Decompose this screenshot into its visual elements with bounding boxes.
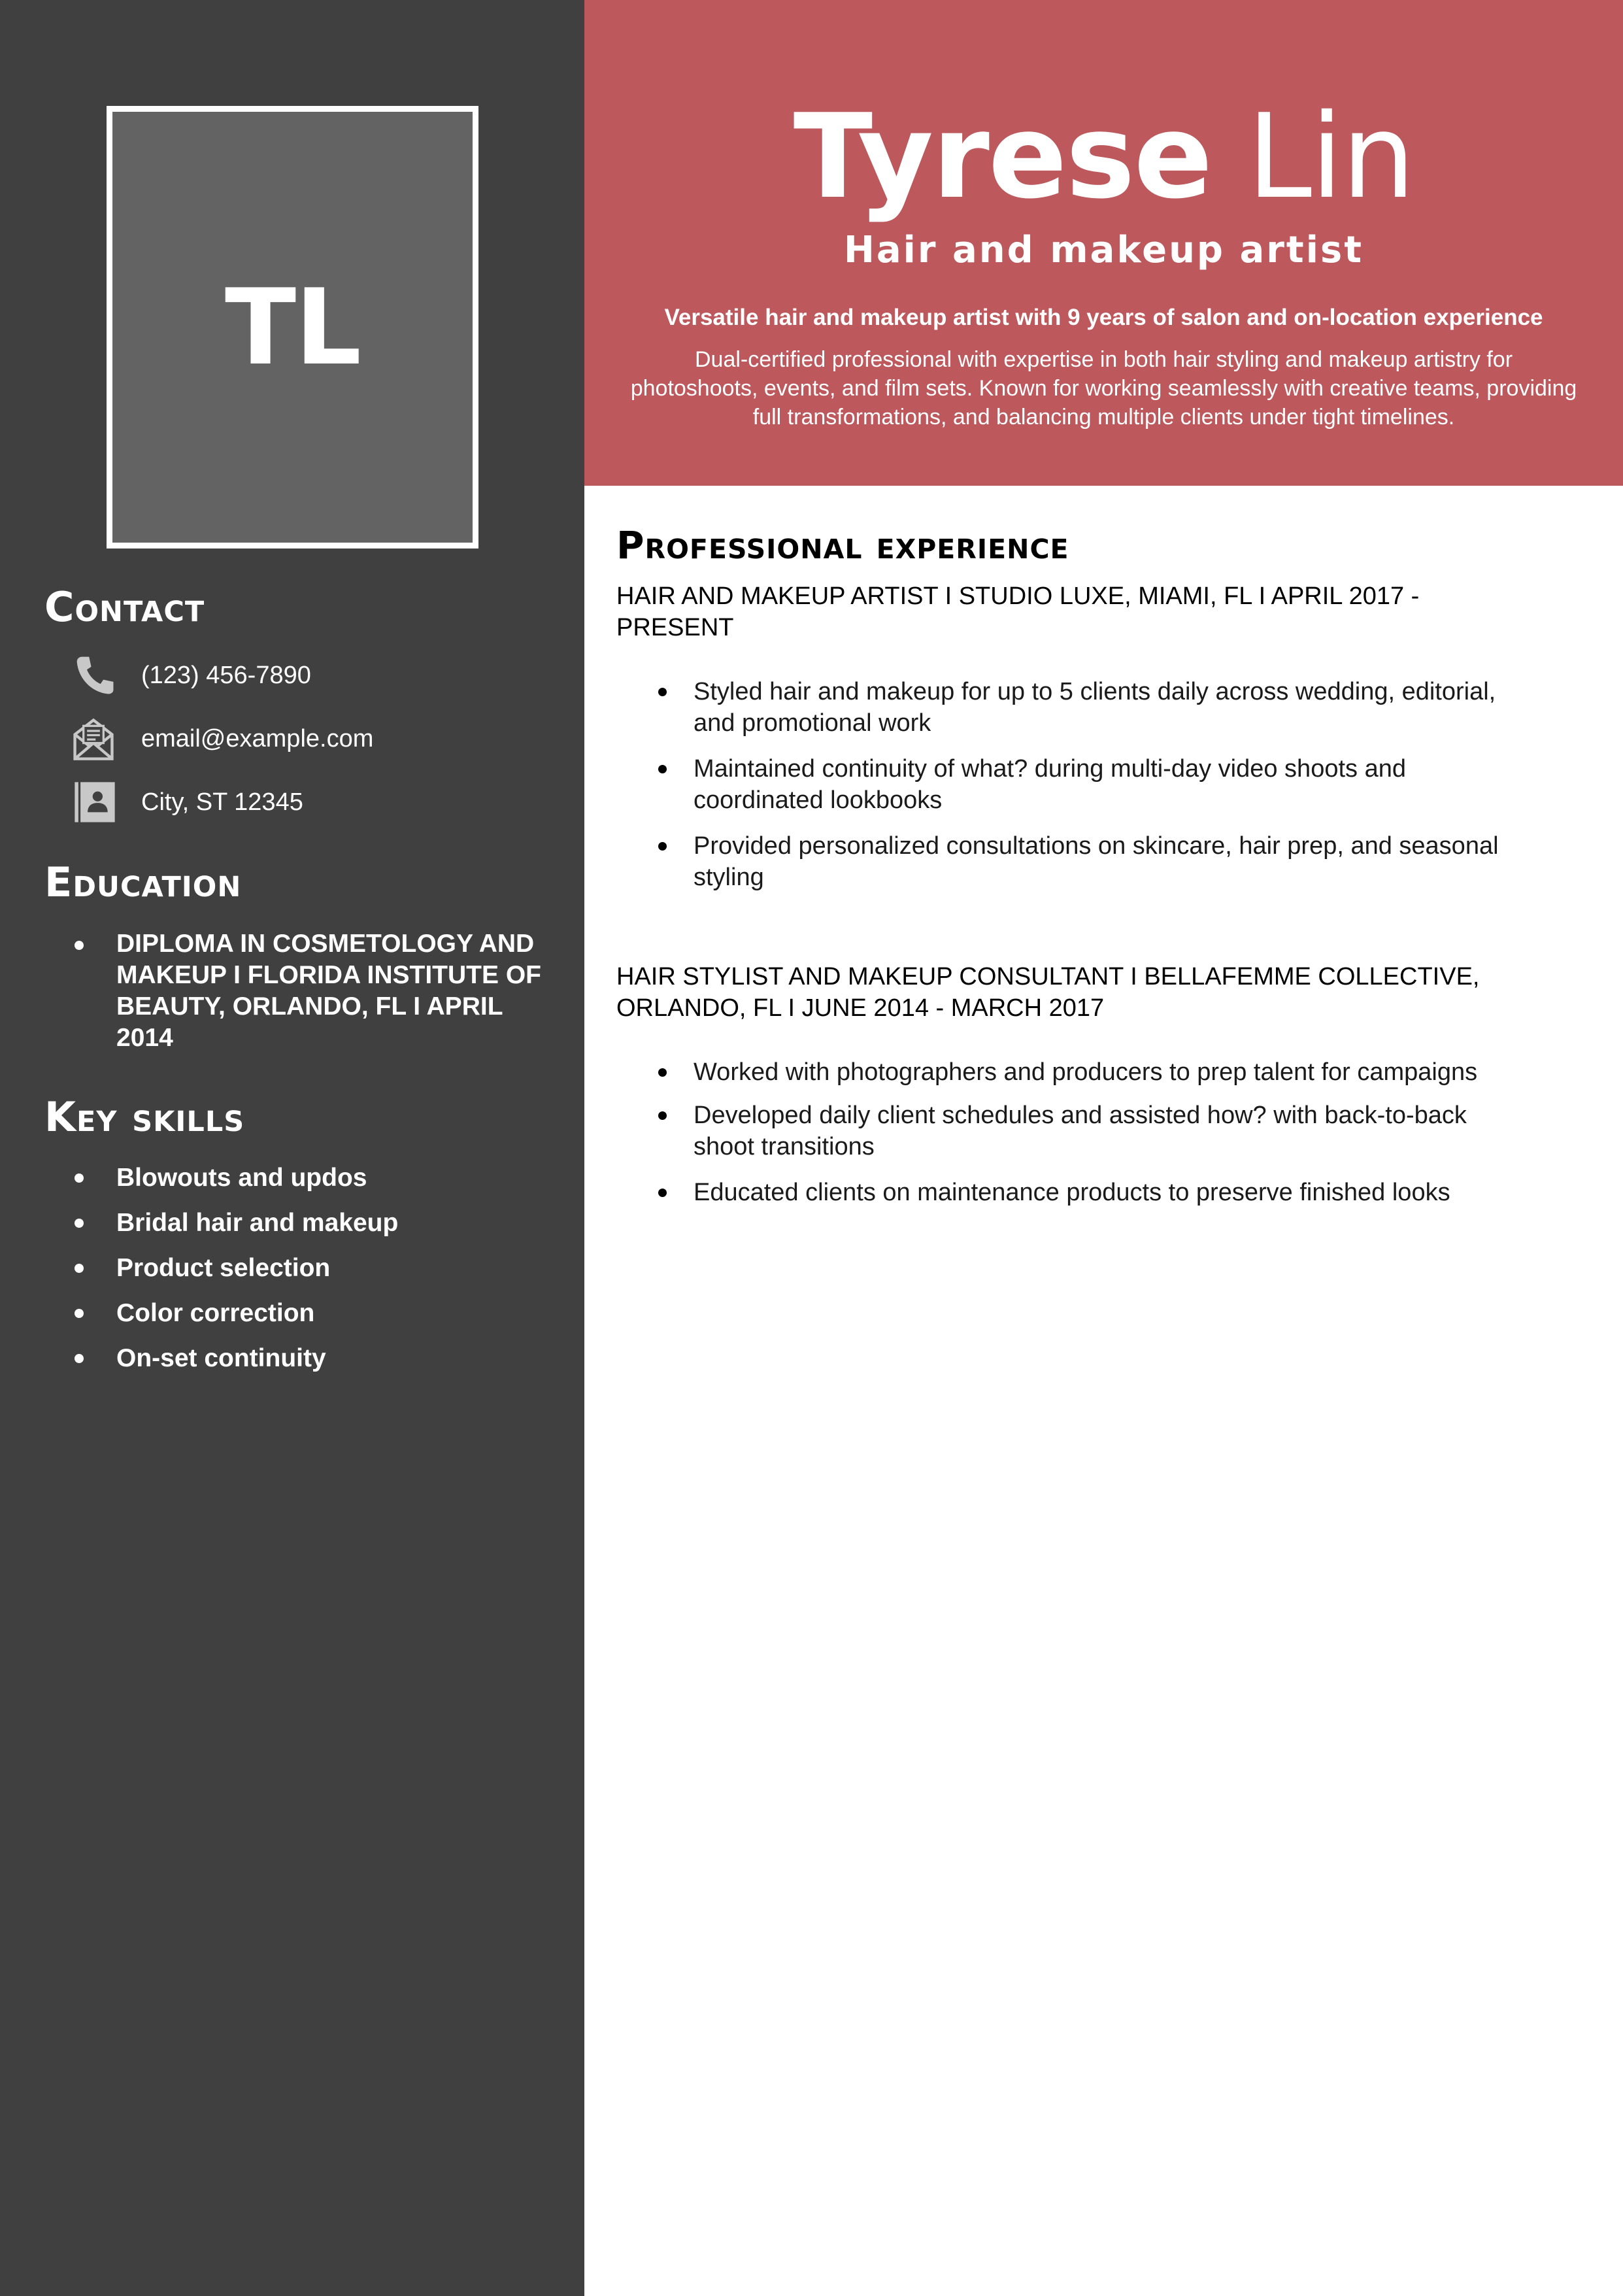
skills-heading: Key skills bbox=[44, 1093, 245, 1141]
contact-location-row bbox=[72, 779, 303, 825]
phone-icon bbox=[72, 652, 122, 698]
contact-location: City, ST 12345 bbox=[141, 788, 303, 816]
contact-email-row bbox=[72, 716, 373, 762]
contact-phone: (123) 456-7890 bbox=[141, 661, 311, 689]
job-bullet: Educated clients on maintenance products to preserve finished looks bbox=[653, 1177, 1503, 1208]
skills-list bbox=[72, 1164, 562, 1389]
education-list bbox=[72, 928, 562, 1054]
skill-item: Bridal hair and makeup bbox=[72, 1209, 562, 1254]
job-bullet: Styled hair and makeup for up to 5 clients daily across wedding, editorial, and promotional work bbox=[653, 676, 1503, 739]
main-content bbox=[616, 523, 1545, 1208]
last-name: Lin bbox=[1247, 89, 1414, 224]
contact-phone-row bbox=[72, 652, 311, 698]
tagline: Versatile hair and makeup artist with 9 years of salon and on-location experience bbox=[664, 305, 1543, 330]
job-bullet: Provided personalized consultations on skincare, hair prep, and seasonal styling bbox=[653, 830, 1503, 893]
address-card-icon bbox=[72, 779, 122, 825]
contact-email: email@example.com bbox=[141, 724, 374, 752]
job-title-2: HAIR STYLIST AND MAKEUP CONSULTANT I BELLAFEMME COLLECTIVE, ORLANDO, FL I JUNE 2014 - MARCH 2017 bbox=[616, 963, 1480, 1022]
initials-avatar bbox=[107, 106, 478, 549]
summary: Dual-certified professional with expertise in both hair styling and makeup artistry for photoshoots, events, and film sets. Known for working seamlessly with creative teams, providing full transformations, and balancing multiple clients under tight timelines. bbox=[630, 347, 1577, 430]
job-bullet: Worked with photographers and producers to prep talent for campaigns bbox=[653, 1056, 1503, 1088]
header-banner bbox=[584, 0, 1623, 486]
initials: TL bbox=[224, 266, 361, 388]
job-title: Hair and makeup artist bbox=[844, 229, 1364, 271]
job-title-1: HAIR AND MAKEUP ARTIST I STUDIO LUXE, MIAMI, FL I APRIL 2017 - PRESENT bbox=[616, 582, 1420, 641]
envelope-icon bbox=[72, 716, 122, 762]
skill-item: Product selection bbox=[72, 1254, 562, 1299]
sidebar bbox=[0, 0, 584, 2296]
job-bullet: Maintained continuity of what? during multi-day video shoots and coordinated lookbooks bbox=[653, 753, 1503, 816]
education-item: DIPLOMA IN COSMETOLOGY AND MAKEUP I FLORIDA INSTITUTE OF BEAUTY, ORLANDO, FL I APRIL 2014 bbox=[72, 928, 562, 1054]
experience-heading: Professional experience bbox=[616, 523, 1069, 567]
skill-item: On-set continuity bbox=[72, 1344, 562, 1389]
education-heading: Education bbox=[44, 858, 242, 906]
job-bullet: Developed daily client schedules and assisted how? with back-to-back shoot transitions bbox=[653, 1100, 1503, 1162]
skill-item: Color correction bbox=[72, 1299, 562, 1344]
job-1-bullets bbox=[653, 676, 1503, 893]
first-name: Tyrese bbox=[793, 89, 1212, 224]
skill-item: Blowouts and updos bbox=[72, 1164, 562, 1209]
job-2-bullets bbox=[653, 1056, 1503, 1208]
full-name bbox=[584, 89, 1623, 224]
contact-heading: Contact bbox=[44, 583, 205, 631]
